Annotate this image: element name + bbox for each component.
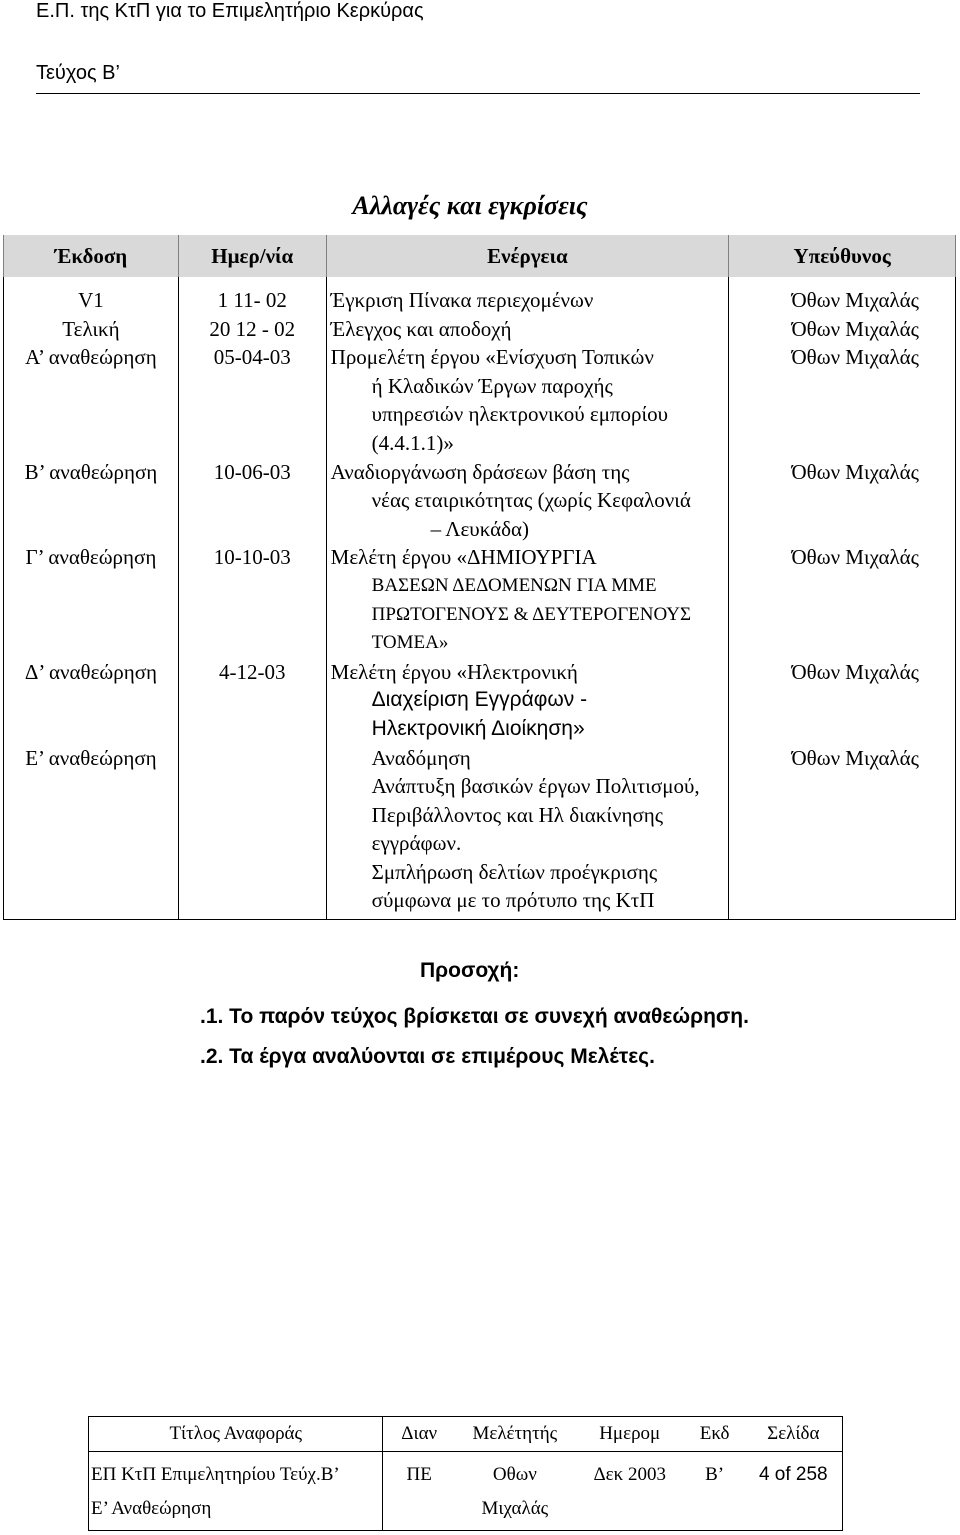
action-line: ή Κλαδικών Έργων παροχής: [371, 373, 613, 398]
footer-label-title: Τίτλος Αναφοράς: [89, 1417, 383, 1452]
footer-table: [88, 1416, 843, 1531]
action-line: Περιβάλλοντος και Ηλ διακίνησης: [371, 802, 664, 827]
column-header-action: Ενέργεια: [326, 235, 729, 277]
table-row: [4, 315, 956, 344]
page-title: Αλλαγές και εγκρίσεις: [352, 191, 588, 220]
responsible-cell: Όθων Μιχαλάς: [729, 543, 956, 657]
action-cell: [326, 543, 729, 657]
date-cell: 4-12-03: [178, 658, 326, 744]
edition-cell: Α’ αναθεώρηση: [4, 343, 179, 457]
table-row: [4, 744, 956, 920]
table-header-row: [4, 235, 956, 277]
action-line: εγγράφων.: [371, 831, 462, 856]
date-cell: 20 12 - 02: [178, 315, 326, 344]
action-line: Αναδιοργάνωση δράσεων βάση της: [330, 459, 630, 484]
responsible-cell: Όθων Μιχαλάς: [729, 343, 956, 457]
action-line: Σμπλήρωση δελτίων προέγκρισης: [371, 859, 658, 884]
footer-label-date: Ημερομ: [575, 1417, 685, 1452]
header-organization: Ε.Π. της ΚτΠ για το Επιμελητήριο Κερκύρας: [36, 0, 424, 22]
action-line: Διαχείριση Εγγράφων -: [371, 688, 588, 712]
notice-item: .1. Το παρόν τεύχος βρίσκεται σε συνεχή αναθεώρηση.: [200, 1005, 749, 1028]
action-line: Έγκριση Πίνακα περιεχομένων: [330, 288, 594, 312]
action-cell: [326, 315, 729, 344]
footer-label-page: Σελίδα: [745, 1417, 843, 1452]
responsible-cell: Όθων Μιχαλάς: [729, 458, 956, 544]
footer-label-edition: Εκδ: [685, 1417, 745, 1452]
footer-author: [455, 1452, 575, 1531]
action-cell: [326, 744, 729, 920]
responsible-cell: Όθων Μιχαλάς: [729, 315, 956, 344]
date-cell: 10-10-03: [178, 543, 326, 657]
action-line: ΤΟΜΕΑ»: [371, 632, 449, 654]
footer-edition: Β’: [705, 1464, 725, 1485]
column-header-edition: Έκδοση: [4, 235, 179, 277]
date-cell: 05-04-03: [178, 343, 326, 457]
action-line: σύμφωνα με το πρότυπο της ΚτΠ: [371, 888, 655, 913]
footer-report-title-line: ΕΠ ΚτΠ Επιμελητηρίου Τεύχ.Β’: [91, 1464, 340, 1485]
action-cell: [326, 286, 729, 315]
footer-distribution: ΠΕ: [406, 1464, 432, 1485]
action-line: Έλεγχος και αποδοχή: [330, 316, 512, 341]
action-line: Μελέτη έργου «Ηλεκτρονική: [330, 659, 578, 684]
notice-item: .2. Τα έργα αναλύονται σε επιμέρους Μελέτες.: [200, 1045, 655, 1068]
responsible-cell: Όθων Μιχαλάς: [729, 658, 956, 744]
column-header-responsible: Υπεύθυνος: [729, 235, 956, 277]
date-cell: 1 11- 02: [178, 286, 326, 315]
edition-cell: Τελική: [4, 315, 179, 344]
action-line: – Λευκάδα): [430, 516, 529, 541]
action-line: ΠΡΩΤΟΓΕΝΟΥΣ & ΔΕΥΤΕΡΟΓΕΝΟΥΣ: [371, 603, 692, 625]
action-line: Προμελέτη έργου «Ενίσχυση Τοπικών: [330, 345, 654, 370]
action-cell: [326, 658, 729, 744]
date-cell: 10-06-03: [178, 458, 326, 544]
footer-date: Δεκ 2003: [593, 1464, 666, 1485]
notice-title: Προσοχή:: [420, 959, 520, 982]
action-cell: [326, 343, 729, 457]
action-line: Ανάπτυξη βασικών έργων Πολιτισμού,: [371, 774, 700, 799]
action-line: (4.4.1.1)»: [371, 430, 454, 455]
column-header-date: Ημερ/νία: [178, 235, 326, 277]
table-row: [4, 343, 956, 457]
action-cell: [326, 458, 729, 544]
footer-value-row: [89, 1452, 843, 1531]
footer-report-title: [89, 1452, 383, 1531]
responsible-cell: Όθων Μιχαλάς: [729, 744, 956, 920]
changes-table: [3, 235, 956, 920]
edition-cell: Ε’ αναθεώρηση: [4, 744, 179, 920]
footer-author-line: Οθων: [492, 1464, 537, 1485]
action-line: νέας εταιρικότητας (χωρίς Κεφαλονιά: [371, 488, 691, 513]
action-line: Αναδόμηση: [371, 745, 471, 770]
edition-cell: Γ’ αναθεώρηση: [4, 543, 179, 657]
edition-cell: Β’ αναθεώρηση: [4, 458, 179, 544]
action-line: Μελέτη έργου «ΔΗΜΙΟΥΡΓΙΑ: [330, 545, 597, 570]
footer-label-author: Μελέτητής: [455, 1417, 575, 1452]
edition-cell: Δ’ αναθεώρηση: [4, 658, 179, 744]
table-row: [4, 286, 956, 315]
footer-author-line: Μιχαλάς: [481, 1498, 549, 1519]
footer-label-distribution: Διαν: [383, 1417, 455, 1452]
responsible-cell: Όθων Μιχαλάς: [729, 286, 956, 315]
header-divider: [36, 93, 920, 94]
table-row: [4, 458, 956, 544]
table-row: [4, 543, 956, 657]
footer-report-title-line: Ε’ Αναθεώρηση: [91, 1498, 212, 1519]
header-issue: Τεύχος Β’: [36, 62, 120, 84]
action-line: ΒΑΣΕΩΝ ΔΕΔΟΜΕΝΩΝ ΓΙΑ ΜΜΕ: [371, 574, 657, 596]
edition-cell: V1: [4, 286, 179, 315]
date-cell: [178, 744, 326, 920]
action-line: υπηρεσιών ηλεκτρονικού εμπορίου: [371, 402, 669, 427]
action-line: Ηλεκτρονική Διοίκηση»: [371, 716, 585, 740]
footer-label-row: [89, 1417, 843, 1452]
table-row: [4, 658, 956, 744]
footer-page-number: 4 of 258: [758, 1464, 828, 1485]
